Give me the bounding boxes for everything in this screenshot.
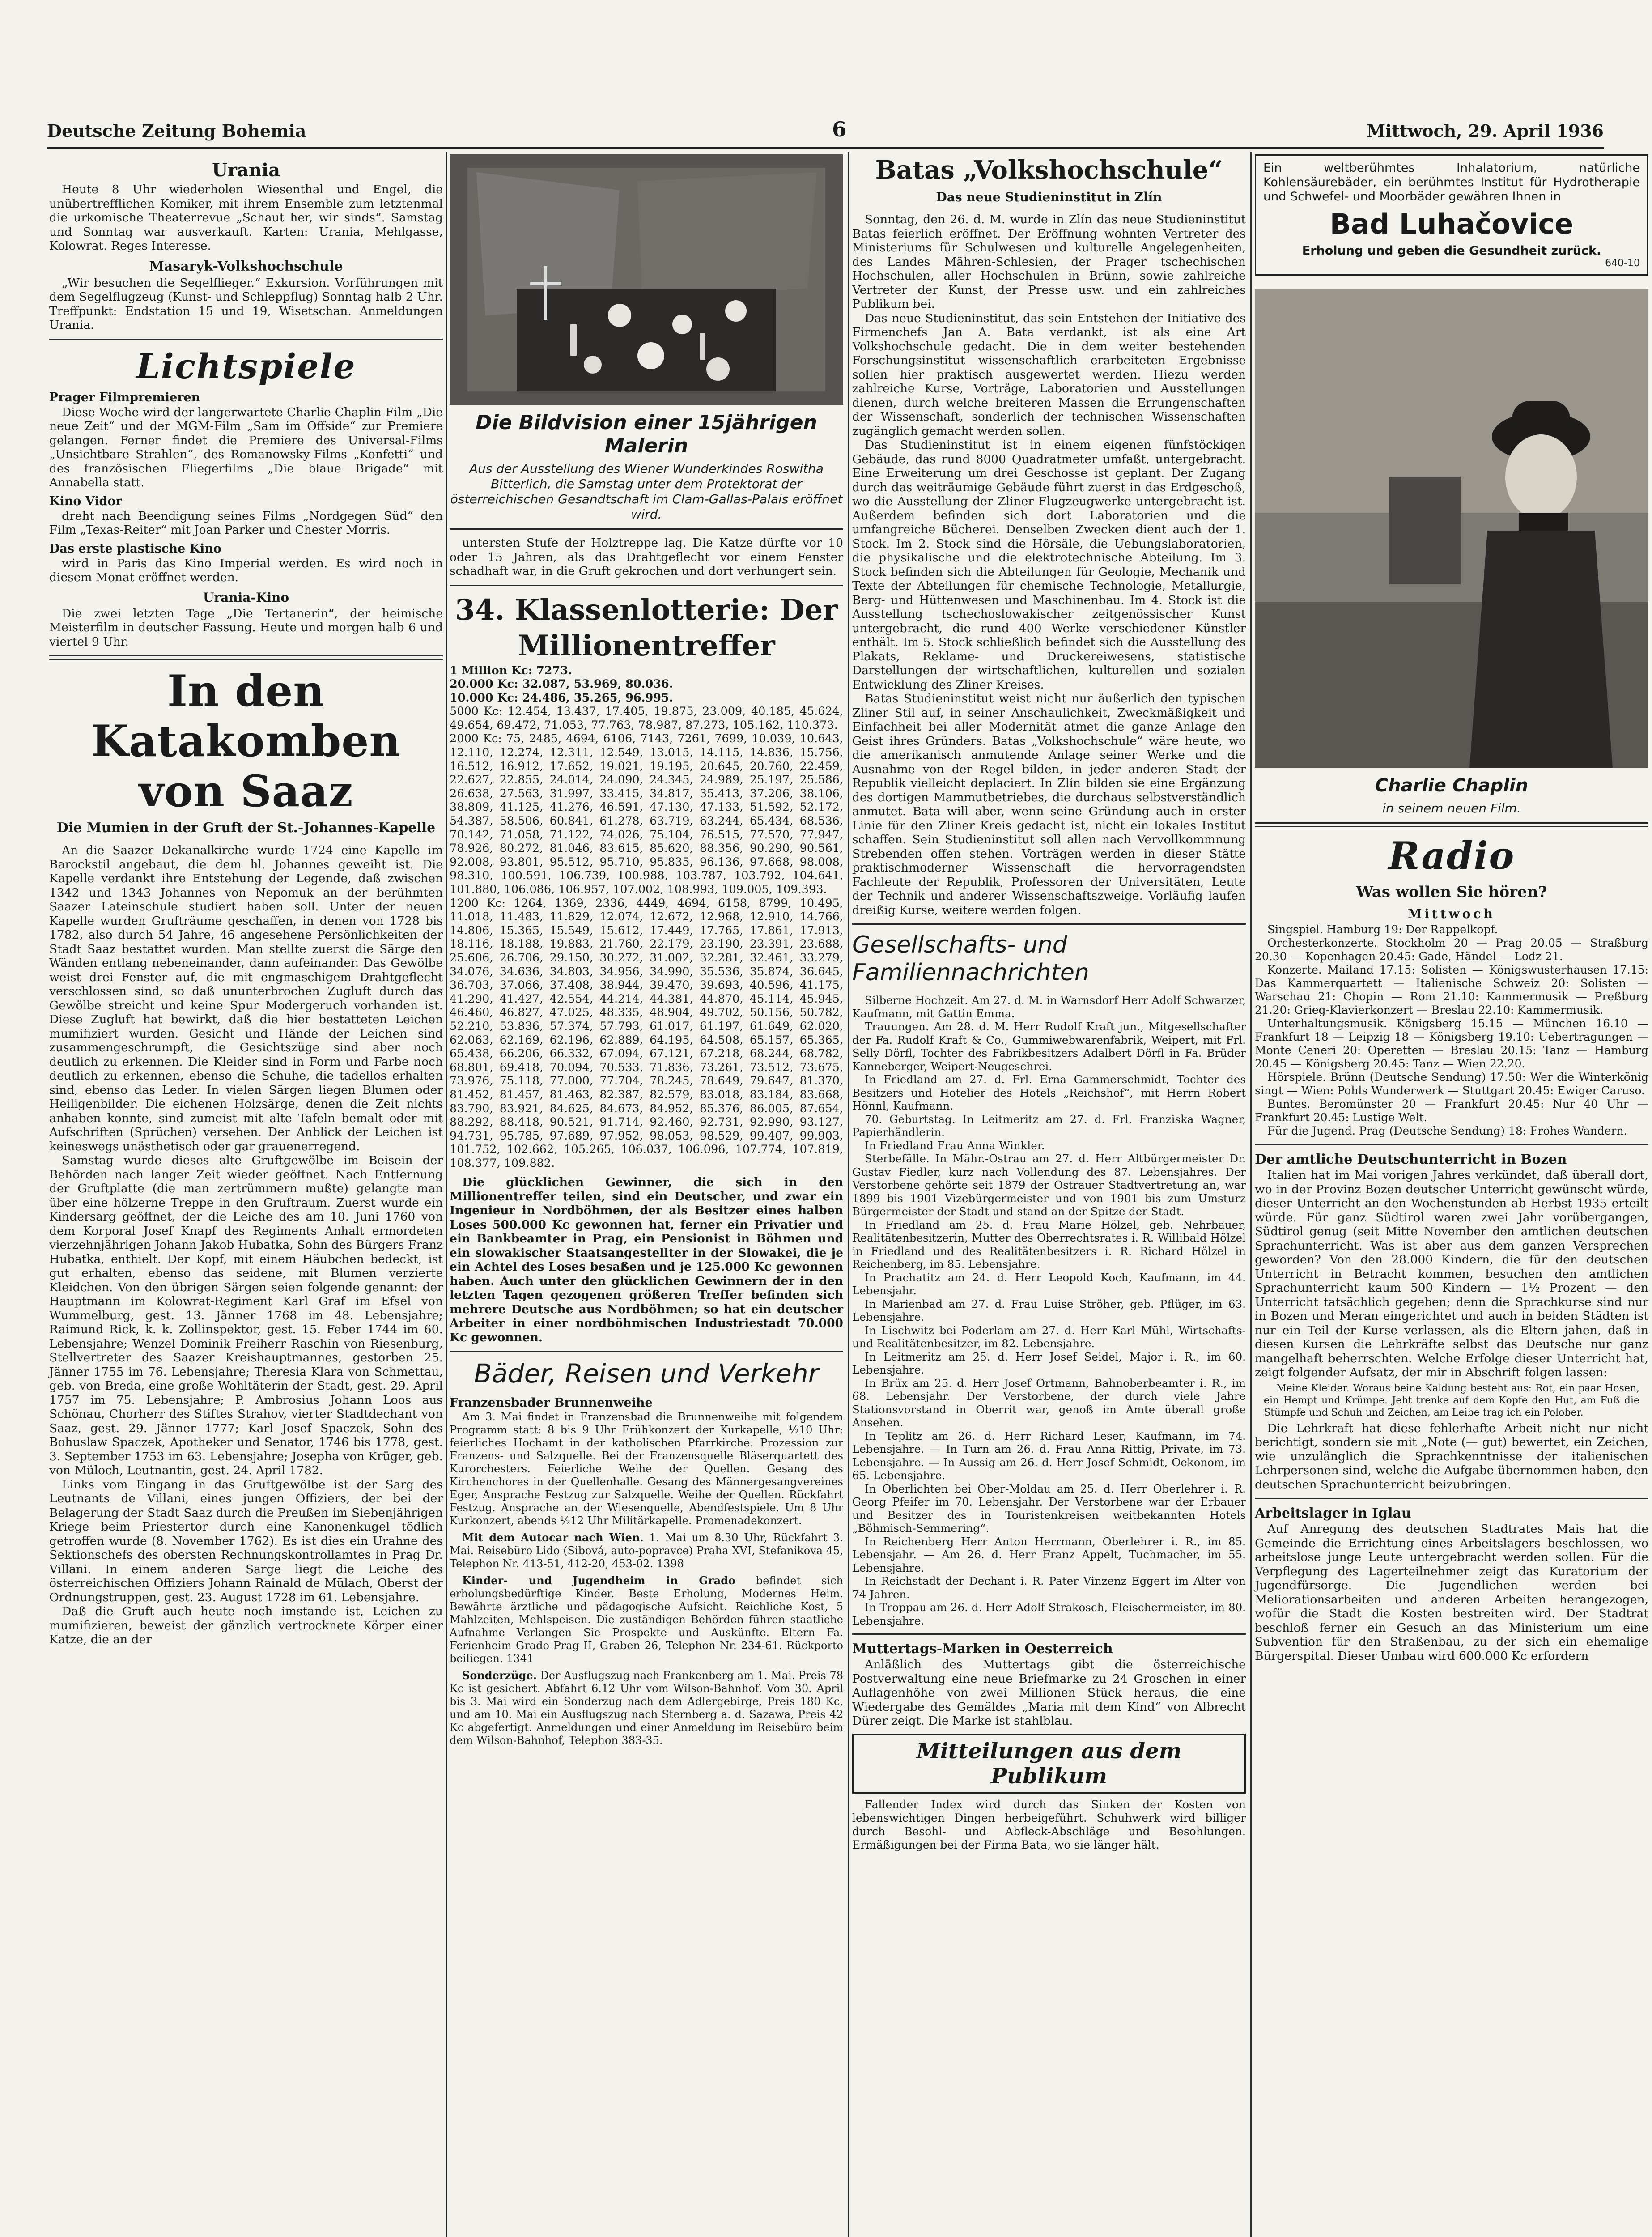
ad-intro: Ein weltberühmtes Inhalatorium, natürliche Kohlensäurebäder, ein berühmtes Institut für Hydrotherapie und Schwefel- und Moorbäder gewähren Ihnen in: [1263, 161, 1640, 204]
bata-subheadline: Das neue Studieninstitut in Zlín: [936, 190, 1162, 204]
autocar-notice: Mit dem Autocar nach Wien. 1. Mai um 8.30 Uhr, Rückfahrt 3. Mai. Reisebüro Lido (Sibová, auto-popravce) Praha XVI, Stefanikova 45, Telephon Nr. 413-51, 412-20, 453-02. 1398: [450, 1531, 843, 1570]
muttertag-text: Anläßlich des Muttertags gibt die österreichische Postverwaltung eine neue Briefmarke zu 24 Groschen in einer Auflagenhöhe von zwei Millionen Stück heraus, die eine Wiedergabe des Gemäldes „Maria mit dem Kind“ von Albrecht Dürer zeigt. Die Marke ist stahlblau.: [852, 1658, 1246, 1728]
column-divider-1: [446, 152, 447, 2237]
urania-kino-text: Die zwei letzten Tage „Die Tertanerin“, der heimische Meisterfilm in deutscher Fassung. Heute und morgen halb 6 und viertel 9 Uhr.: [49, 606, 443, 649]
divider: [1255, 1498, 1648, 1499]
column-3: [852, 154, 1246, 1852]
kino-vidor-text: dreht nach Beendigung seines Films „Nordgegen Süd“ den Film „Texas-Reiter“ mit Joan Parker und Chester Morris.: [49, 509, 443, 537]
divider: [450, 1351, 843, 1352]
katakomben-subheadline: Die Mumien in der Gruft der St.-Johannes-Kapelle: [56, 820, 436, 836]
prager-heading: Prager Filmpremieren: [49, 390, 200, 404]
divider: [1255, 1144, 1648, 1145]
divider-double: [1255, 822, 1648, 827]
divider-double: [49, 655, 443, 660]
divider: [450, 585, 843, 586]
masthead-page-number: 6: [832, 117, 847, 141]
masthead: [47, 115, 1604, 147]
column-4: [1255, 154, 1648, 1663]
brunnenweihe-heading: Franzensbader Brunnenweihe: [450, 1396, 653, 1410]
chaplin-caption: Charlie Chaplin: [1375, 775, 1529, 796]
radio-question: Was wollen Sie hören?: [1356, 883, 1547, 901]
gesellschaft-heading: Gesellschafts- und Familiennachrichten: [852, 931, 1089, 986]
urania-text: Heute 8 Uhr wiederholen Wiesenthal und Engel, die unübertrefflichen Komiker, mit ihrem Ensemble zum letztenmal die urkomische Theaterrevue „Schaut her, wir sinds“. Samstag und Sonntag war ausverkauft. Karten: Urania, Mehlgasse, Kolowrat. Reges Interesse.: [49, 183, 443, 253]
bata-article: Sonntag, den 26. d. M. wurde in Zlín das neue Studieninstitut Batas feierlich eröffnet. Der Eröffnung wohnten Vertreter des Ministeriums für Schulwesen und kulturelle Angelegenheiten, des Landes Mähren-Schlesien, der Prager tschechischen Hochschulen, aller Hochschulen in Brünn, sowie zahlreiche Vertreter der Kunst, der Presse usw. und ein zahlreiches Publikum bei. Das neue Studieninstitut, das sein Entstehen der Initiative des Firmenchefs Jan A. Bata verdankt, ist als eine Art Volkshochschule gedacht. Die in dem weiter bestehenden Forschungsinstitut wissenschaftlich erarbeiteten Ergebnisse sollen hier praktisch ausgewertet werden. Hiezu werden zahlreiche Kurse, Vorträge, Laboratorien und Ausstellungen dienen, durch welche breiteren Massen die Errungenschaften der Wissenschaft, sonderlich der technischen Wissenschaften zugänglich gemacht werden sollen. Das Studieninstitut ist in einem eigenen fünfstöckigen Gebäude, das rund 8000 Quadratmeter umfaßt, untergebracht. Eine Erweiterung um drei Geschosse ist geplant. Der Zugang durch das weiträumige Gebäude führt zuerst in das Erdgeschoß, wo die Ausstellung der Zliner Flugzeugwerke untergebracht ist. Außerdem befinden sich dort Laboratorien und die umfangreiche Bücherei. Denselben Zwecken dient auch der 1. Stock. Im 2. Stock sind die Hörsäle, die Uebungslaboratorien, die physikalische und die elektrotechnische Abteilung. Im 3. Stock befinden sich die Abteilungen für Geologie, Mechanik und Texte der Abteilungen für chemische Technologie, Metallurgie, Berg- und Hüttenwesen und Maschinenbau. Im 4. Stock ist die Ausstellung tschechoslowakischer zeitgenössischer Kunst untergebracht, die rund 400 Werke verschiedener Künstler enthält. Im 5. Stock schließlich befindet sich die Ausstellung des Plakats, Reklame- und Druckereiwesens, statistische Darstellungen der wirtschaftlichen, kulturellen und sozialen Entwicklung des Zliner Kreises. Batas Studieninstitut weist nicht nur äußerlich den typischen Zliner Stil auf, in seiner Anschaulichkeit, Zweckmäßigkeit und Einfachheit bei aller Modernität atmet die ganze Anlage den Geist ihres Gründers. Batas „Volkshochschule“ wäre heute, wo die amerikanisch anmutende Anlage seiner Werke und die Ausnahme von der Regel bilden, in jeder anderen Stadt der Republik vielleicht deplaciert. In Zlín bilden sie eine Ergänzung des dortigen Mammutbetriebes, die durchaus selbstverständlich anmutet. Bata will aber, wenn seine Gründung auch in erster Linie für den Zliner Kreis gedacht ist, nicht ein lokales Institut schaffen. Sein Studieninstitut soll allen nach Vervollkommnung Strebenden offen stehen. Vorträgen werden in dieser Stätte praktischmoderner Wissenschaft die hervorragendsten Fachleute der Republik, Professoren der Universitäten, Leute der Technik und anderer Wissenschaftszweige. Vorläufig laufen dreißig Kurse, weitere werden folgen.: [852, 213, 1246, 917]
radio-day: Mittwoch: [1408, 906, 1495, 921]
painting-caption: Die Bildvision einer 15jährigen Malerin: [476, 411, 817, 457]
prager-text: Diese Woche wird der langerwartete Charlie-Chaplin-Film „Die neue Zeit“ und der MGM-Film „Sam im Offside“ zur Premiere gelangen. Ferner findet die Premiere des Universal-Films „Unsichtbare Strahlen“, des Romanowsky-Films „Konfetti“ und des französischen Fliegerfilms „Die blaue Brigade“ mit Annabella statt.: [49, 405, 443, 489]
lottery-list: 1 Million Kc: 7273. 20.000 Kc: 32.087, 53.969, 80.036. 10.000 Kc: 24.486, 35.265, 96.995. 5000 Kc: 12.454, 13.437, 17.405, 19.875, 23.009, 40.185, 45.624, 49.654, 69.472, 71.053, 77.763, 78.987, 87.273, 105.162, 110.373. 2000 Kc: 75, 2485, 4694, 6106, 7143, 7261, 7699, 10.039, 10.643, 12.110, 12.274, 12.311, 12.549, 13.015, 14.115, 14.836, 15.756, 16.512, 16.912, 17.652, 19.021, 19.195, 20.645, 20.760, 22.459, 22.627, 22.855, 24.014, 24.090, 24.345, 24.989, 25.197, 25.586, 26.638, 27.563, 31.997, 33.415, 34.817, 35.413, 37.206, 38.106, 38.809, 41.125, 41.276, 46.591, 47.130, 47.133, 51.592, 52.172, 54.387, 58.506, 60.841, 61.278, 63.719, 63.244, 65.434, 68.536, 70.142, 71.058, 71.122, 74.026, 75.104, 76.515, 77.570, 77.947, 78.926, 80.272, 81.046, 83.615, 85.620, 88.356, 90.290, 90.561, 92.008, 93.801, 95.512, 95.710, 95.835, 96.136, 97.668, 98.008, 98.310, 100.591, 106.739, 100.988, 103.787, 103.792, 104.641, 101.880, 106.086, 106.957, 107.002, 108.993, 109.005, 109.393. 1200 Kc: 1264, 1369, 2336, 4449, 4694, 6158, 8799, 10.495, 11.018, 11.483, 11.829, 12.074, 12.672, 12.968, 12.910, 14.766, 14.806, 15.365, 15.549, 15.612, 17.449, 17.765, 17.861, 17.913, 18.116, 18.188, 19.883, 21.760, 22.179, 23.190, 23.391, 23.688, 25.606, 26.706, 29.150, 30.272, 31.002, 32.281, 32.461, 33.279, 34.076, 34.636, 34.803, 34.956, 34.990, 35.536, 35.874, 36.645, 36.703, 37.066, 37.408, 38.944, 39.470, 39.693, 40.596, 41.175, 41.290, 41.427, 42.554, 44.214, 44.381, 44.870, 45.114, 45.945, 46.460, 46.827, 47.025, 48.335, 48.904, 49.702, 50.156, 50.782, 52.210, 53.836, 57.374, 57.793, 61.017, 61.197, 61.649, 62.020, 62.063, 62.169, 62.196, 62.889, 64.195, 64.508, 65.157, 65.365, 65.438, 66.206, 66.332, 67.094, 67.121, 67.218, 68.244, 68.782, 68.801, 69.418, 70.094, 70.533, 71.836, 73.261, 73.512, 73.675, 73.976, 75.118, 77.000, 77.704, 78.245, 78.649, 79.647, 81.370, 81.452, 81.457, 81.463, 82.387, 82.579, 83.018, 83.184, 83.668, 83.790, 83.921, 84.625, 84.673, 84.952, 85.376, 86.005, 87.654, 88.292, 88.418, 90.521, 91.714, 92.460, 92.731, 92.990, 93.127, 94.731, 95.785, 97.689, 97.952, 98.053, 98.529, 99.407, 99.903, 101.752, 102.662, 105.265, 106.037, 106.096, 107.774, 107.819, 108.377, 109.882.: [450, 663, 843, 1170]
urania-kino-heading: Urania-Kino: [203, 590, 289, 605]
iglau-heading: Arbeitslager in Iglau: [1255, 1506, 1411, 1521]
plastisches-kino-text: wird in Paris das Kino Imperial werden. Es wird noch in diesem Monat eröffnet werden.: [49, 556, 443, 584]
luhacovice-ad: [1255, 154, 1648, 276]
radio-heading: Radio: [1388, 834, 1515, 878]
painting-subcaption: Aus der Ausstellung des Wiener Wunderkindes Roswitha Bitterlich, die Samstag unter dem Protektorat der österreichischen Gesandtschaft im Clam-Gallas-Palais eröffnet wird.: [450, 461, 843, 522]
chaplin-photo: [1255, 289, 1648, 768]
bozen-heading: Der amtliche Deutschunterricht in Bozen: [1255, 1152, 1567, 1167]
brunnenweihe-text: Am 3. Mai findet in Franzensbad die Brunnenweihe mit folgendem Programm statt: 8 bis 9 Uhr Frühkonzert der Kurkapelle, ½10 Uhr: feierliches Hochamt in der katholischen Pfarrkirche. Prozession zur Franzens- und Salzquelle. Bei der Franzensquelle Bläserquartett des Kurorchesters. Feierliche Weihe der Quellen. Gesang des Kirchenchores in der Quellenhalle. Gesang des Männergesangvereines Eger, Ansprache Festzug zur Salzquelle. Weihe der Quellen. Rückfahrt Festzug. Ansprache an der Wiesenquelle, Abendfestspiele. Um 8 Uhr Kurkonzert, abends ½12 Uhr Militärkapelle. Promenadekonzert.: [450, 1411, 843, 1527]
baeder-heading: Bäder, Reisen und Verkehr: [474, 1358, 819, 1389]
masthead-paper-name: Deutsche Zeitung Bohemia: [47, 121, 306, 141]
column-1: [49, 154, 443, 1647]
kino-vidor-heading: Kino Vidor: [49, 494, 122, 508]
kinderheim-notice: Kinder- und Jugendheim in Grado befindet sich erholungsbedürftige Kinder. Beste Erholung, Modernes Heim. Bewährte ärztliche und pädagogische Aufsicht. Reichliche Kost, 5 Mahlzeiten, Mehlspeisen. Die zuständigen Behörden führen staatliche Aufnahme Verlangen Sie Prospekte und Auskünfte. Eltern Fa. Ferienheim Grado Prag II, Graben 26, Telephon Nr. 234-61. Rückporto beiliegen. 1341: [450, 1574, 844, 1665]
katakomben-headline: In den Katakomben von Saaz: [91, 666, 401, 817]
sonderzuege-notice: Sonderzüge. Der Ausflugszug nach Frankenberg am 1. Mai. Preis 78 Kc ist gesichert. Abfahrt 6.12 Uhr vom Wilson-Bahnhof. Vom 30. April bis 3. Mai wird ein Sonderzug nach dem Adlergebirge, Preis 180 Kc, und am 10. Mai ein Ausflugszug nach Sternberg a. d. Sazawa, Preis 42 Kc abgefertigt. Anmeldungen und einer Anmeldung im Reisebüro beim dem Wilson-Bahnhof, Telephon 383-35.: [450, 1669, 843, 1747]
ad-name: Bad Luhačovice: [1329, 208, 1574, 240]
painting-image: [450, 154, 843, 405]
bozen-article: Italien hat im Mai vorigen Jahres verkündet, daß überall dort, wo in der Provinz Bozen deutscher Unterricht gewünscht würde, dieser Unterricht an den Wochenstunden ab Herbst 1935 erteilt würde. Für ganz Südtirol waren zwei Jahr vorübergangen, Südtirol genug (seit Mitte November den amtlichen deutschen Sprachunterricht. Was ist aber aus dem ganzen Versprechen geworden? Von den 28.000 Kindern, die für den deutschen Unterricht in Betracht kommen, besuchen den amtlichen Sprachunterricht kaum 500 Kindern — 1½ Prozent — den Unterricht tatsächlich gegeben; denn die Sprachkurse sind nur in Bozen und Meran eingerichtet und auch in beiden Städten ist nur ein Teil der Kurse verlassen, als die Eltern jahen, daß in diesen Kursen die Lehrkräfte selbst das Deutsche nur ganz mangelhaft beherrschten. Welche Erfolge dieser Unterricht hat, zeigt folgender Aufsatz, der mir in Abschrift folgen lassen: Meine Kleider. Woraus beine Kaldung besteht aus: Rot, ein paar Hosen, ein Hempt und Krümpe. Jeht trenke auf dem Kopfe den Hut, am Fuß die Stümpfe und Schuh und Zeichen, am Leibe trag ich ein Polober. Die Lehrkraft hat diese fehlerhafte Arbeit nicht nur nicht berichtigt, sondern sie mit „Note (— gut) bewertet, ein Zeichen, wie unzulänglich die Sprachkenntnisse der italienischen Lehrpersonen sind, welche die Aufgabe übernommen haben, den deutschen Sprachunterricht beizubringen.: [1255, 1168, 1648, 1492]
column-divider-2: [848, 152, 849, 2237]
chaplin-subcaption: in seinem neuen Film.: [1382, 801, 1521, 816]
masthead-date: Mittwoch, 29. April 1936: [1366, 121, 1604, 141]
muttertag-heading: Muttertags-Marken in Oesterreich: [852, 1641, 1113, 1657]
masaryk-heading: Masaryk-Volkshochschule: [149, 258, 343, 274]
ad-code: 640-10: [1605, 258, 1640, 269]
katakomben-article: An die Saazer Dekanalkirche wurde 1724 eine Kapelle im Barockstil angebaut, die dem hl. Johannes geweiht ist. Die Kapelle verdankt ihre Entstehung der Legende, daß zwischen 1342 und 1343 Johannes von Nepomuk an der berühmten Saazer Lateinschule studiert haben soll. Unter der neuen Kapelle wurden Grufträume geschaffen, in denen von 1728 bis 1782, also durch 54 Jahre, 46 angesehene Persönlichkeiten der Stadt Saaz bestattet wurden. Man stellte zuerst die Särge den Wänden entlang nebeneinander, dann aufeinander. Das Gewölbe weist drei Fenster auf, die mit engmaschigem Drahtgeflecht verschlossen sind, so daß ununterbrochen Zugluft durch das Gewölbe streicht und keine Spur Modergeruch vorhanden ist. Diese Zugluft hat bewirkt, daß die hier bestatteten Leichen mumifiziert wurden. Gesicht und Hände der Leichen sind zusammengeschrumpft, die Gesichtszüge sind aber noch deutlich zu erkennen. Die Kleider sind in Form und Farbe noch deutlich zu erkennen, ebenso die Schuhe, die tadellos erhalten sind, ebenso das Leder. In vielen Särgen liegen Blumen oder Heiligenbilder. Die eichenen Holzsärge, denen die Zeit nichts anhaben konnte, sind zumeist mit alte Tafeln bemalt oder mit Aufschriften (Sprüchen) versehen. Der Anblick der Leichen ist keineswegs unästhetisch oder gar grauenerregend. Samstag wurde dieses alte Gruftgewölbe im Beisein der Behörden nach langer Zeit wieder geöffnet. Nach Entfernung der Gruftplatte (die man zertrümmern mußte) gelangte man über eine hölzerne Treppe in den Gruftraum. Zuerst wurde ein Kindersarg geöffnet, der die Leiche des am 10. Juni 1760 von dem Korporal Josef Knapf des Regiments Anhalt ermordeten vierzehnjährigen Johann Jakob Hubatka, Sohn des Bürgers Franz Hubatka, enthielt. Der Kopf, mit einem Häubchen bedeckt, ist gut erhalten, ebenso das seidene, mit Blumen verzierte Kleidchen. Von den übrigen Särgen seien folgende genannt: der Hauptmann im Kolowrat-Regiment Karl Graf im Efsel von Wummelburg, gest. 13. Jänner 1768 im 48. Lebensjahre; Raimund Rick, k. k. Zollinspektor, gest. 15. Feber 1744 im 60. Lebensjahre; Wenzel Dominik Freiherr Raschin von Riesenburg, Stellvertreter des Saazer Kreishauptmannes, gestorben 25. Jänner 1755 im 76. Lebensjahre; Theresia Klara von Schmettau, geb. von Breda, eine große Wohltäterin der Stadt, gest. 29. April 1757 im 75. Lebensjahre; P. Ambrosius Johann Loos aus Schönau, Chorherr des Stiftes Strahov, vierter Stadtdechant von Saaz, gest. 29. Jänner 1777; Karl Josef Spaczek, Sohn des Bohuslaw Spaczek, Apotheker und Senator, 1746 bis 1778, gest. 3. September 1753 im 63. Lebensjahre; Josepha von Krüger, geb. von Müloch, Leutnantin, gest. 24. April 1782. Links vom Eingang in das Gruftgewölbe ist der Sarg des Leutnants de Villani, eines jungen Offiziers, der bei der Belagerung der Stadt Saaz durch die Preußen im Siebenjährigen Kriege beim Priestertor durch eine Kanonenkugel tödlich getroffen wurde (8. November 1762). Es ist dies ein Urahne des Sektionschefs des obersten Rechnungskontrollamtes in Prag Dr. Villani. In einem anderen Sarge liegt die Leiche des österreichischen Offiziers Johann Rainald de Mülach, Oberst der Ordnungstruppen, gest. 23. August 1728 im 61. Lebensjahre. Daß die Gruft auch heute noch imstande ist, Leichen zu mumifizieren, beweist der gänzlich vertrocknete Körper einer Katze, die an der: [49, 843, 443, 1646]
lichtspiele-heading: Lichtspiele: [136, 346, 356, 386]
lottery-note: Die glücklichen Gewinner, die sich in den Millionentreffer teilen, sind ein Deutscher, und zwar ein Ingenieur in Nordböhmen, der als Besitzer eines halben Loses 500.000 Kc gewonnen hat, ferner ein Privatier und ein Bankbeamter in Prag, ein Pensionist in Böhmen und ein slowakischer Staatsangestellter in der Slowakei, die je ein Achtel des Loses besaßen und je 125.000 Kc gewonnen haben. Auch unter den glücklichen Gewinnern der in den letzten Tagen gezogenen größeren Treffer befinden sich mehrere Deutsche aus Nordböhmen; so hat ein deutscher Arbeiter in einer nordböhmischen Industriestadt 70.000 Kc gewonnen.: [450, 1175, 843, 1344]
plastisches-kino-heading: Das erste plastische Kino: [49, 541, 221, 556]
painting-illustration: [450, 154, 843, 405]
iglau-article: Auf Anregung des deutschen Stadtrates Mais hat die Gemeinde die Errichtung eines Arbeitslagers beschlossen, wo arbeitslose junge Leute untergebracht werden sollen. Für die Verpflegung des Lagerteilnehmer zeigt das Kuratorium der Jugendfürsorge. Die Jugendlichen werden bei Meliorationsarbeiten und anderen Arbeiten herangezogen, wofür die Stadt die Kosten bestreiten wird. Der Stadtrat beschloß ferner ein Gesuch an das Ministerium um eine Subvention für den Straßenbau, zu der sich ein ehemalige Bürgerspital. Dieser Umbau wird 600.000 Kc erfordern: [1255, 1522, 1648, 1663]
mitteilungen-text: Fallender Index wird durch das Sinken der Kosten von lebenswichtigen Dingen herbeigeführt. Schuhwerk wird billiger durch Besohl- und Abfleck-Abschläge und Besohlungen. Ermäßigungen bei der Firma Bata, wo sie länger hält.: [852, 1798, 1246, 1851]
mitteilungen-heading: Mitteilungen aus dem Publikum: [852, 1734, 1246, 1794]
radio-program: Singspiel. Hamburg 19: Der Rappelkopf. Orchesterkonzerte. Stockholm 20 — Prag 20.05 — Straßburg 20.30 — Kopenhagen 20.45: Gade, Händel — Lodz 21. Konzerte. Mailand 17.15: Solisten — Königswusterhausen 17.15: Das Kammerquartett — Italienische Schweiz 20: Solisten — Warschau 21: Chopin — Rom 21.10: Kammermusik — Preßburg 21.20: Grieg-Klavierkonzert — Breslau 22.10: Kammermusik. Unterhaltungsmusik. Königsberg 15.15 — München 16.10 — Frankfurt 18 — Leipzig 18 — Königsberg 19.10: Uebertragungen — Monte Ceneri 20: Operetten — Breslau 20.15: Tanz — Hamburg 20.45 — Königsberg 20.45: Tanz — Wien 22.20. Hörspiele. Brünn (Deutsche Sendung) 17.50: Wer die Winterkönig singt — Wien: Pohls Wunderwerk — Stuttgart 20.45: Ewiger Caruso. Buntes. Beromünster 20 — Frankfurt 20.45: Nur 40 Uhr — Frankfurt 20.45: Lustige Welt. Für die Jugend. Prag (Deutsche Sendung) 18: Frohes Wandern.: [1255, 923, 1648, 1137]
divider: [852, 923, 1246, 925]
lottery-headline: 34. Klassenlotterie: Der Millionentreffer: [455, 593, 838, 663]
ad-tagline: Erholung und geben die Gesundheit zurück.: [1302, 244, 1601, 258]
katakomben-continued: untersten Stufe der Holztreppe lag. Die Katze dürfte vor 10 oder 15 Jahren, als das Drahtgeflecht vor einem Fenster schadhaft war, in die Gruft gekrochen und dort verhungert sein.: [450, 536, 843, 578]
masthead-rule: [47, 147, 1604, 149]
divider: [852, 1633, 1246, 1635]
gesellschaft-notices: Silberne Hochzeit. Am 27. d. M. in Warnsdorf Herr Adolf Schwarzer, Kaufmann, mit Gattin Emma. Trauungen. Am 28. d. M. Herr Rudolf Kraft jun., Mitgesellschafter der Fa. Rudolf Kraft & Co., Gummiwebwarenfabrik, Weipert, mit Frl. Selly Dörfl, Tochter des Fabrikbesitzers Adalbert Dörfl in Fa. Brüder Kanneberger, Weipert-Neugeschrei. In Friedland am 27. d. Frl. Erna Gammerschmidt, Tochter des Besitzers und Hotelier des Hotels „Reichshof“, mit Herrn Robert Hönnl, Kaufmann. 70. Geburtstag. In Leitmeritz am 27. d. Frl. Franziska Wagner, Papierhändlerin. In Friedland Frau Anna Winkler. Sterbefälle. In Mähr.-Ostrau am 27. d. Herr Altbürgermeister Dr. Gustav Fiedler, kurz nach Vollendung des 87. Lebensjahres. Der Verstorbene gehörte seit 1879 der Ostrauer Stadtvertretung an, war 1899 bis 1901 Vizebürgermeister und von 1901 bis zum Umsturz Bürgermeister der Stadt und stand an der Spitze der Stadt. In Friedland am 25. d. Frau Marie Hölzel, geb. Nehrbauer, Realitätenbesitzerin, Mutter des Oberrechtsrates i. R. Willibald Hölzel in Friedland und des Realitätenbesitzers i. R. Richard Hölzel in Reichenberg, im 85. Lebensjahre. In Prachatitz am 24. d. Herr Leopold Koch, Kaufmann, im 44. Lebensjahr. In Marienbad am 27. d. Frau Luise Ströher, geb. Pflüger, im 63. Lebensjahre. In Lischwitz bei Poderlam am 27. d. Herr Karl Mühl, Wirtschafts- und Realitätenbesitzer, im 82. Lebensjahre. In Leitmeritz am 25. d. Herr Josef Seidel, Major i. R., im 60. Lebensjahre. In Brüx am 25. d. Herr Josef Ortmann, Bahnoberbeamter i. R., im 68. Lebensjahr. Der Verstorbene, der durch viele Jahre Stationsvorstand in Oberrit war, genoß im Amte überall große Ansehen. In Teplitz am 26. d. Herr Richard Leser, Kaufmann, im 74. Lebensjahre. — In Turn am 26. d. Frau Anna Rittig, Private, im 73. Lebensjahre. — In Aussig am 26. d. Herr Josef Schmidt, Oekonom, im 65. Lebensjahre. In Oberlichten bei Ober-Moldau am 25. d. Herr Oberlehrer i. R. Georg Pfeifer im 70. Lebensjahr. Der Verstorbene war der Erbauer und Besitzer des in Touristenkreisen weitbekannten Hotels „Böhmisch-Semmering“. In Reichenberg Herr Anton Herrmann, Oberlehrer i. R., im 85. Lebensjahr. — Am 26. d. Herr Franz Appelt, Tuchmacher, im 55. Lebensjahre. In Reichstadt der Dechant i. R. Pater Vinzenz Eggert im Alter von 74 Jahren. In Troppau am 26. d. Herr Adolf Strakosch, Fleischermeister, im 80. Lebensjahre.: [852, 994, 1246, 1627]
bata-headline: Batas „Volkshochschule“: [875, 155, 1223, 185]
divider: [49, 339, 443, 340]
chaplin-photo-image: [1255, 289, 1648, 768]
urania-heading: Urania: [212, 160, 280, 181]
column-2: [450, 154, 843, 1747]
column-divider-3: [1250, 152, 1252, 2237]
divider: [450, 528, 843, 530]
masaryk-text: „Wir besuchen die Segelflieger.“ Exkursion. Vorführungen mit dem Segelflugzeug (Kunst- und Schleppflug) Sonntag halb 2 Uhr. Treffpunkt: Endstation 15 und 19, Wisetschan. Anmeldungen Urania.: [49, 276, 443, 332]
